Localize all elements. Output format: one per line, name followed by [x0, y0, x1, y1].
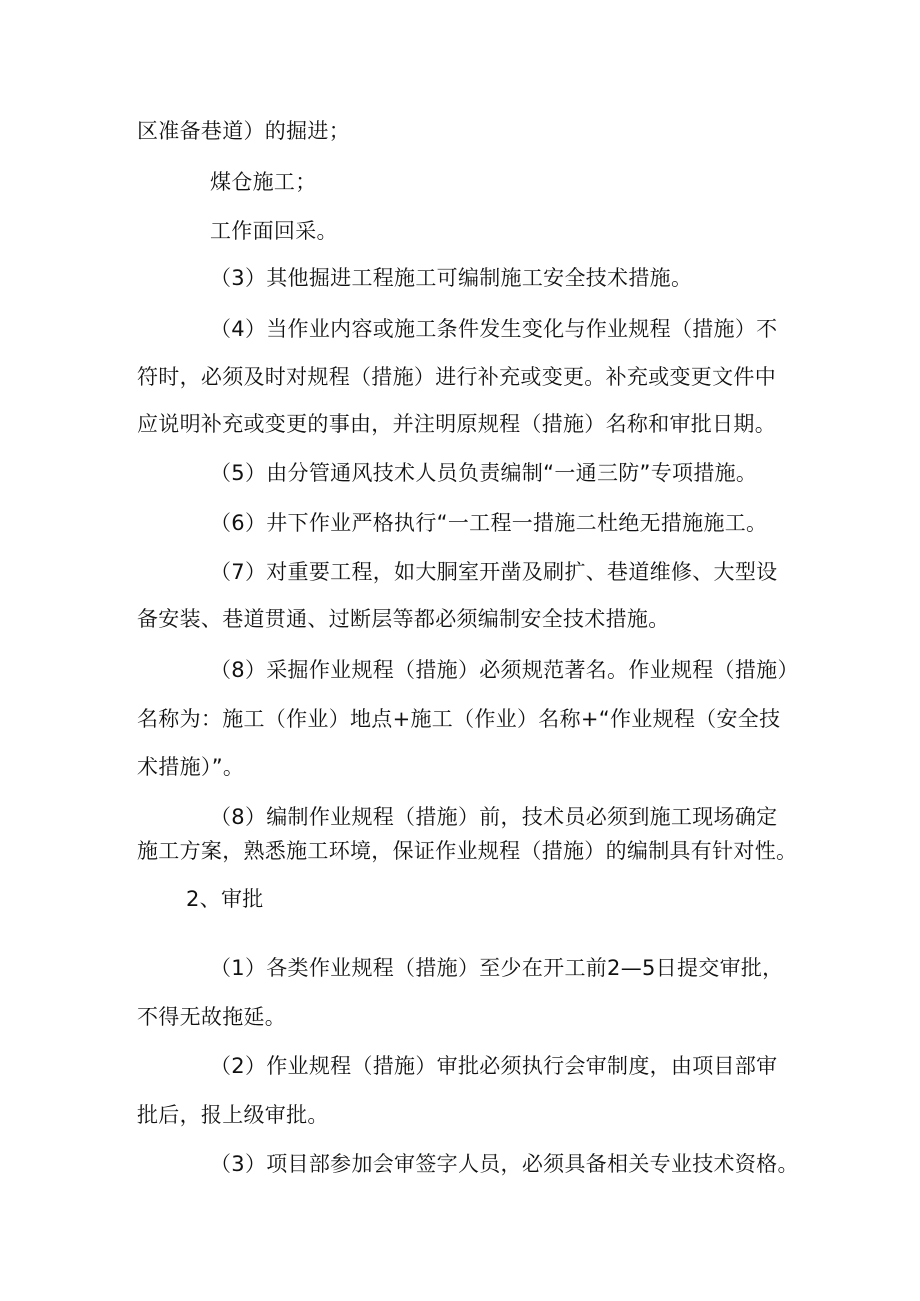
text-line: 工作面回采。 — [210, 219, 338, 243]
text-line: （1）各类作业规程（措施）至少在开工前2—5日提交审批， — [210, 956, 784, 980]
text-line: 区准备巷道）的掘进； — [137, 119, 350, 143]
text-line: 施工方案，熟悉施工环境，保证作业规程（措施）的编制具有针对性。 — [137, 839, 798, 863]
text-line: 备安装、巷道贯通、过断层等都必须编制安全技术措施。 — [137, 607, 670, 631]
text-line: 批后，报上级审批。 — [137, 1103, 329, 1127]
text-line: （2）作业规程（措施）审批必须执行会审制度，由项目部审 — [210, 1054, 778, 1078]
text-line: 名称为：施工（作业）地点+施工（作业）名称+“作业规程（安全技 — [137, 707, 781, 731]
text-line: （8）编制作业规程（措施）前，技术员必须到施工现场确定 — [210, 805, 778, 829]
text-line: （3）项目部参加会审签字人员，必须具备相关专业技术资格。 — [210, 1152, 799, 1176]
text-line: （7）对重要工程，如大胴室开凿及刷扩、巷道维修、大型设 — [210, 560, 778, 584]
text-line: 术措施）”。 — [137, 755, 245, 779]
text-line: （6）井下作业严格执行“一工程一措施二杜绝无措施施工。 — [210, 511, 768, 535]
text-line: 煤仓施工； — [210, 170, 317, 194]
section-heading: 2、审批 — [186, 887, 264, 911]
text-line: （3）其他掘进工程施工可编制施工安全技术措施。 — [210, 266, 693, 290]
text-line: （8）采掘作业规程（措施）必须规范著名。作业规程（措施） — [210, 658, 799, 682]
text-line: （4）当作业内容或施工条件发生变化与作业规程（措施）不 — [210, 317, 778, 341]
text-line: （5）由分管通风技术人员负责编制“一通三防”专项措施。 — [210, 461, 758, 485]
text-line: 应说明补充或变更的事由，并注明原规程（措施）名称和审批日期。 — [137, 412, 776, 436]
text-line: 符时，必须及时对规程（措施）进行补充或变更。补充或变更文件中 — [137, 365, 776, 389]
text-line: 不得无故拖延。 — [137, 1005, 287, 1029]
